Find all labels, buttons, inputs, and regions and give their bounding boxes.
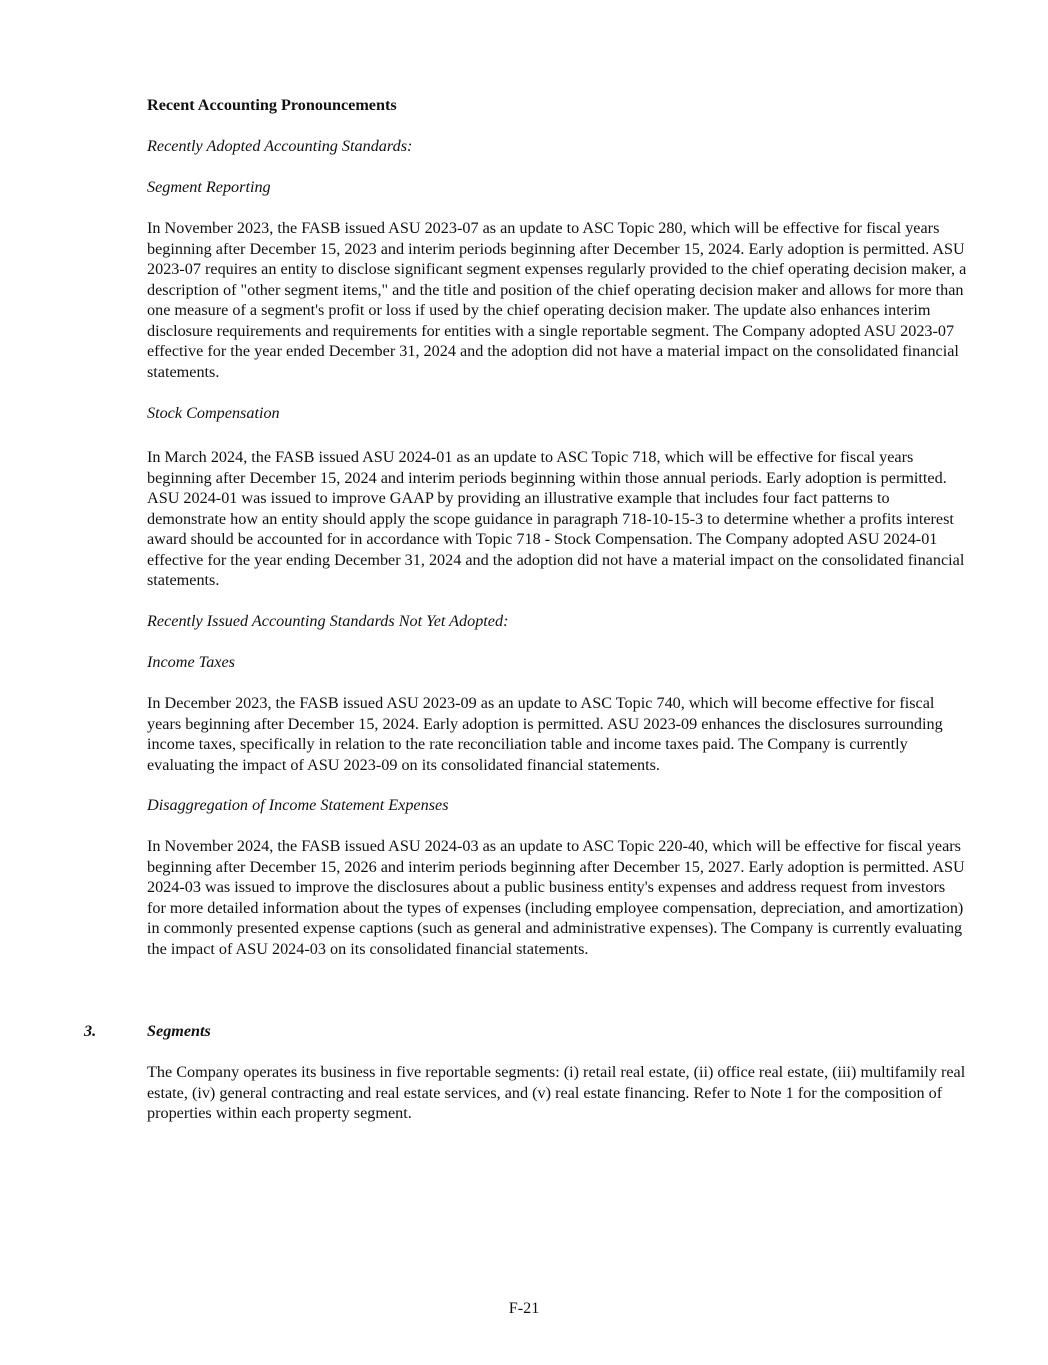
paragraph-stock-compensation: In March 2024, the FASB issued ASU 2024-01 as an update to ASC Topic 718, which will be effective for fiscal years beginning after December 15, 2024 and interim periods beginning within those annual periods. Early adoption is permitted. ASU 2024-01 was issued to improve GAAP by providing an illustrative example that includes four fact patterns to demonstrate how an entity should apply the scope guidance in paragraph 718-10-15-3 to determine whether a profits interest award should be accounted for in accordance with Topic 718 - Stock Compensation. The Company adopted ASU 2024-01 effective for the year ending December 31, 2024 and the adoption did not have a material impact on the consolidated financial statements. <box>147 448 965 589</box>
note-title-segments: Segments <box>147 1022 211 1040</box>
paragraph-segments: The Company operates its business in five reportable segments: (i) retail real estate, (ii) office real estate, (iii) multifamily real estate, (iv) general contracting and real estate services, and (v) real estate financing. Refer to Note 1 for the composition of properties within each property segment. <box>147 1063 966 1122</box>
topic-title-disaggregation: Disaggregation of Income Statement Expenses <box>147 796 449 814</box>
topic-title-stock-compensation: Stock Compensation <box>147 404 280 422</box>
topic-title-segment-reporting: Segment Reporting <box>147 178 271 196</box>
paragraph-disaggregation: In November 2024, the FASB issued ASU 2024-03 as an update to ASC Topic 220-40, which will be effective for fiscal years beginning after December 15, 2026 and interim periods beginning after December 15, 2027. Early adoption is permitted. ASU 2024-03 was issued to improve the disclosures about a public business entity's expenses and address request from investors for more detailed information about the types of expenses (including employee compensation, depreciation, and amortization) in commonly presented expense captions (such as general and administrative expenses). The Company is currently evaluating the impact of ASU 2024-03 on its consolidated financial statements. <box>147 837 965 958</box>
paragraph-income-taxes: In December 2023, the FASB issued ASU 2023-09 as an update to ASC Topic 740, which will become effective for fiscal years beginning after December 15, 2024. Early adoption is permitted. ASU 2023-09 enhances the disclosures surrounding income taxes, specifically in relation to the rate reconciliation table and income taxes paid. The Company is currently evaluating the impact of ASU 2023-09 on its consolidated financial statements. <box>147 694 943 774</box>
page-number: F-21 <box>508 1299 540 1317</box>
topic-title-income-taxes: Income Taxes <box>147 653 235 671</box>
subheading-recently-adopted: Recently Adopted Accounting Standards: <box>147 137 413 155</box>
section-heading-recent-accounting-pronouncements: Recent Accounting Pronouncements <box>147 96 397 114</box>
subheading-not-yet-adopted: Recently Issued Accounting Standards Not Yet Adopted: <box>147 612 509 630</box>
paragraph-segment-reporting: In November 2023, the FASB issued ASU 2023-07 as an update to ASC Topic 280, which will be effective for fiscal years beginning after December 15, 2023 and interim periods beginning after December 15, 2024. Early adoption is permitted. ASU 2023-07 requires an entity to disclose significant segment expenses regularly provided to the chief operating decision maker, a description of "other segment items," and the title and position of the chief operating decision maker and allows for more than one measure of a segment's profit or loss if used by the chief operating decision maker. The update also enhances interim disclosure requirements and requirements for entities with a single reportable segment. The Company adopted ASU 2023-07 effective for the year ended December 31, 2024 and the adoption did not have a material impact on the consolidated financial statements. <box>147 219 967 381</box>
note-number-segments: 3. <box>84 1022 97 1040</box>
